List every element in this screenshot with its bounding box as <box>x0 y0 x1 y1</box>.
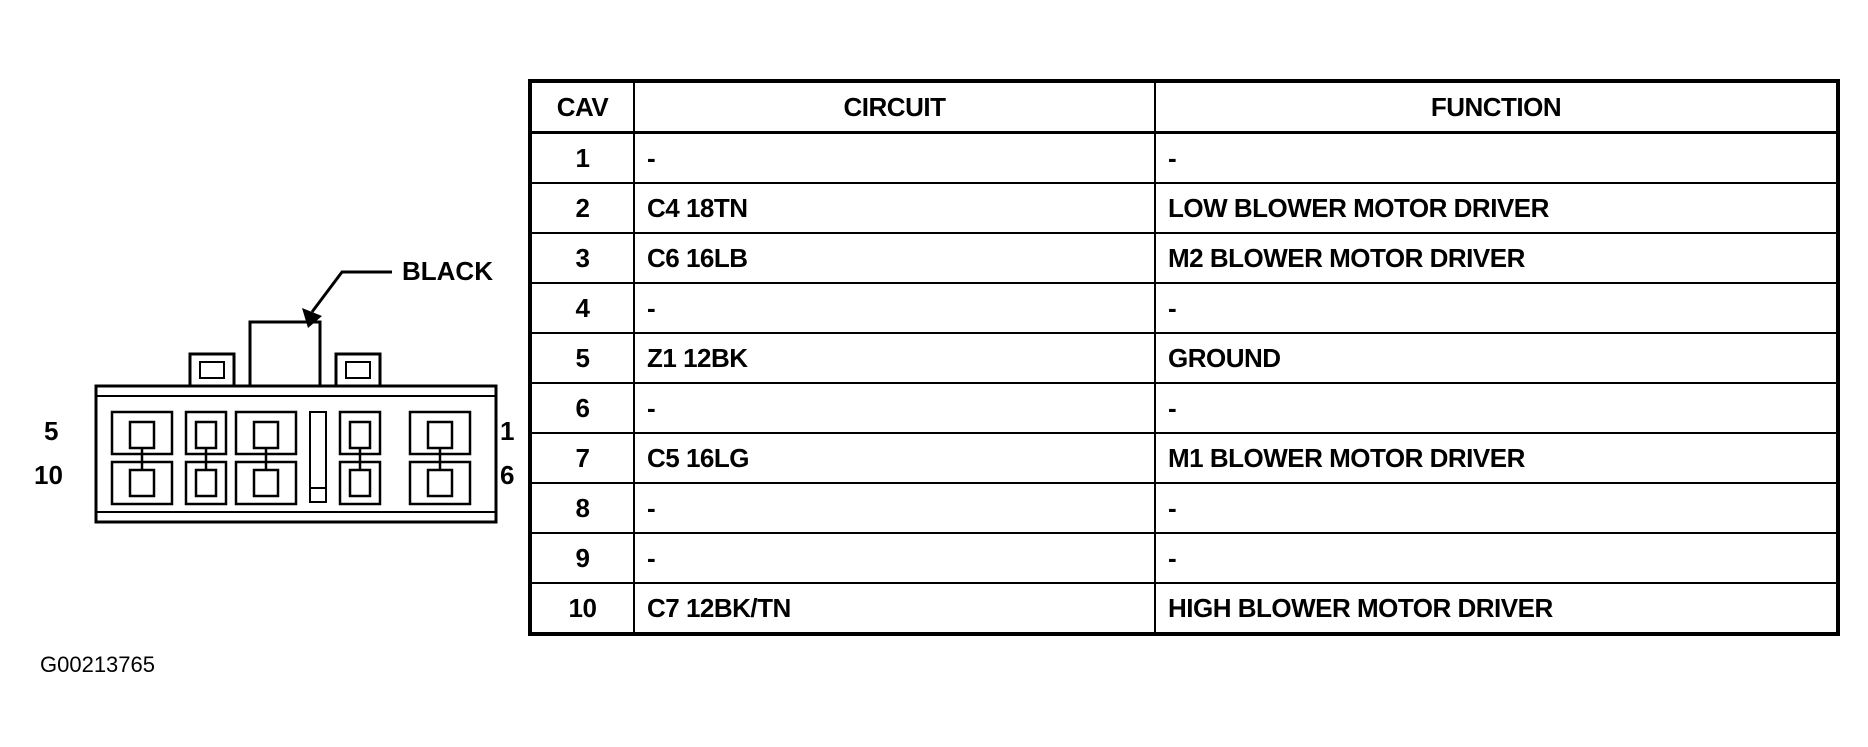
cell-function: LOW BLOWER MOTOR DRIVER <box>1155 183 1838 233</box>
cell-function: GROUND <box>1155 333 1838 383</box>
table-row <box>530 283 1838 333</box>
cell-circuit: - <box>634 383 1155 433</box>
table-row <box>530 233 1838 283</box>
table-row <box>530 333 1838 383</box>
cell-circuit: C4 18TN <box>634 183 1155 233</box>
cell-function: - <box>1155 483 1838 533</box>
terminal-cavities <box>112 412 470 504</box>
table-row <box>530 533 1838 583</box>
cell-circuit: C6 16LB <box>634 233 1155 283</box>
connector-diagram <box>30 240 530 540</box>
cell-cav: 5 <box>530 333 634 383</box>
pinout-table <box>528 79 1840 636</box>
pin-label-top-right: 1 <box>500 416 515 446</box>
connector-color-label: BLACK <box>402 256 493 286</box>
cell-circuit: - <box>634 483 1155 533</box>
cell-function: M2 BLOWER MOTOR DRIVER <box>1155 233 1838 283</box>
cell-circuit: - <box>634 133 1155 184</box>
header-circuit: CIRCUIT <box>634 81 1155 133</box>
cell-cav: 9 <box>530 533 634 583</box>
table-row <box>530 133 1838 184</box>
table-row <box>530 483 1838 533</box>
table-row <box>530 383 1838 433</box>
cell-cav: 1 <box>530 133 634 184</box>
cell-circuit: - <box>634 283 1155 333</box>
cell-cav: 4 <box>530 283 634 333</box>
cell-function: - <box>1155 533 1838 583</box>
cell-cav: 6 <box>530 383 634 433</box>
cell-cav: 7 <box>530 433 634 483</box>
table-row <box>530 183 1838 233</box>
cell-circuit: Z1 12BK <box>634 333 1155 383</box>
pin-label-bottom-right: 6 <box>500 460 515 490</box>
cell-cav: 8 <box>530 483 634 533</box>
cell-cav: 2 <box>530 183 634 233</box>
cell-function: - <box>1155 383 1838 433</box>
table-header-row <box>530 81 1838 133</box>
cell-circuit: C5 16LG <box>634 433 1155 483</box>
cell-function: M1 BLOWER MOTOR DRIVER <box>1155 433 1838 483</box>
table-row <box>530 433 1838 483</box>
header-function: FUNCTION <box>1155 81 1838 133</box>
cell-circuit: - <box>634 533 1155 583</box>
cell-circuit: C7 12BK/TN <box>634 583 1155 634</box>
cell-function: - <box>1155 283 1838 333</box>
header-cav: CAV <box>530 81 634 133</box>
cell-function: HIGH BLOWER MOTOR DRIVER <box>1155 583 1838 634</box>
leader-line <box>312 272 392 312</box>
pin-label-top-left: 5 <box>44 416 59 446</box>
cell-cav: 10 <box>530 583 634 634</box>
cell-cav: 3 <box>530 233 634 283</box>
table-row <box>530 583 1838 634</box>
figure-id: G00213765 <box>40 652 155 677</box>
pin-label-bottom-left: 10 <box>34 460 63 490</box>
cell-function: - <box>1155 133 1838 184</box>
